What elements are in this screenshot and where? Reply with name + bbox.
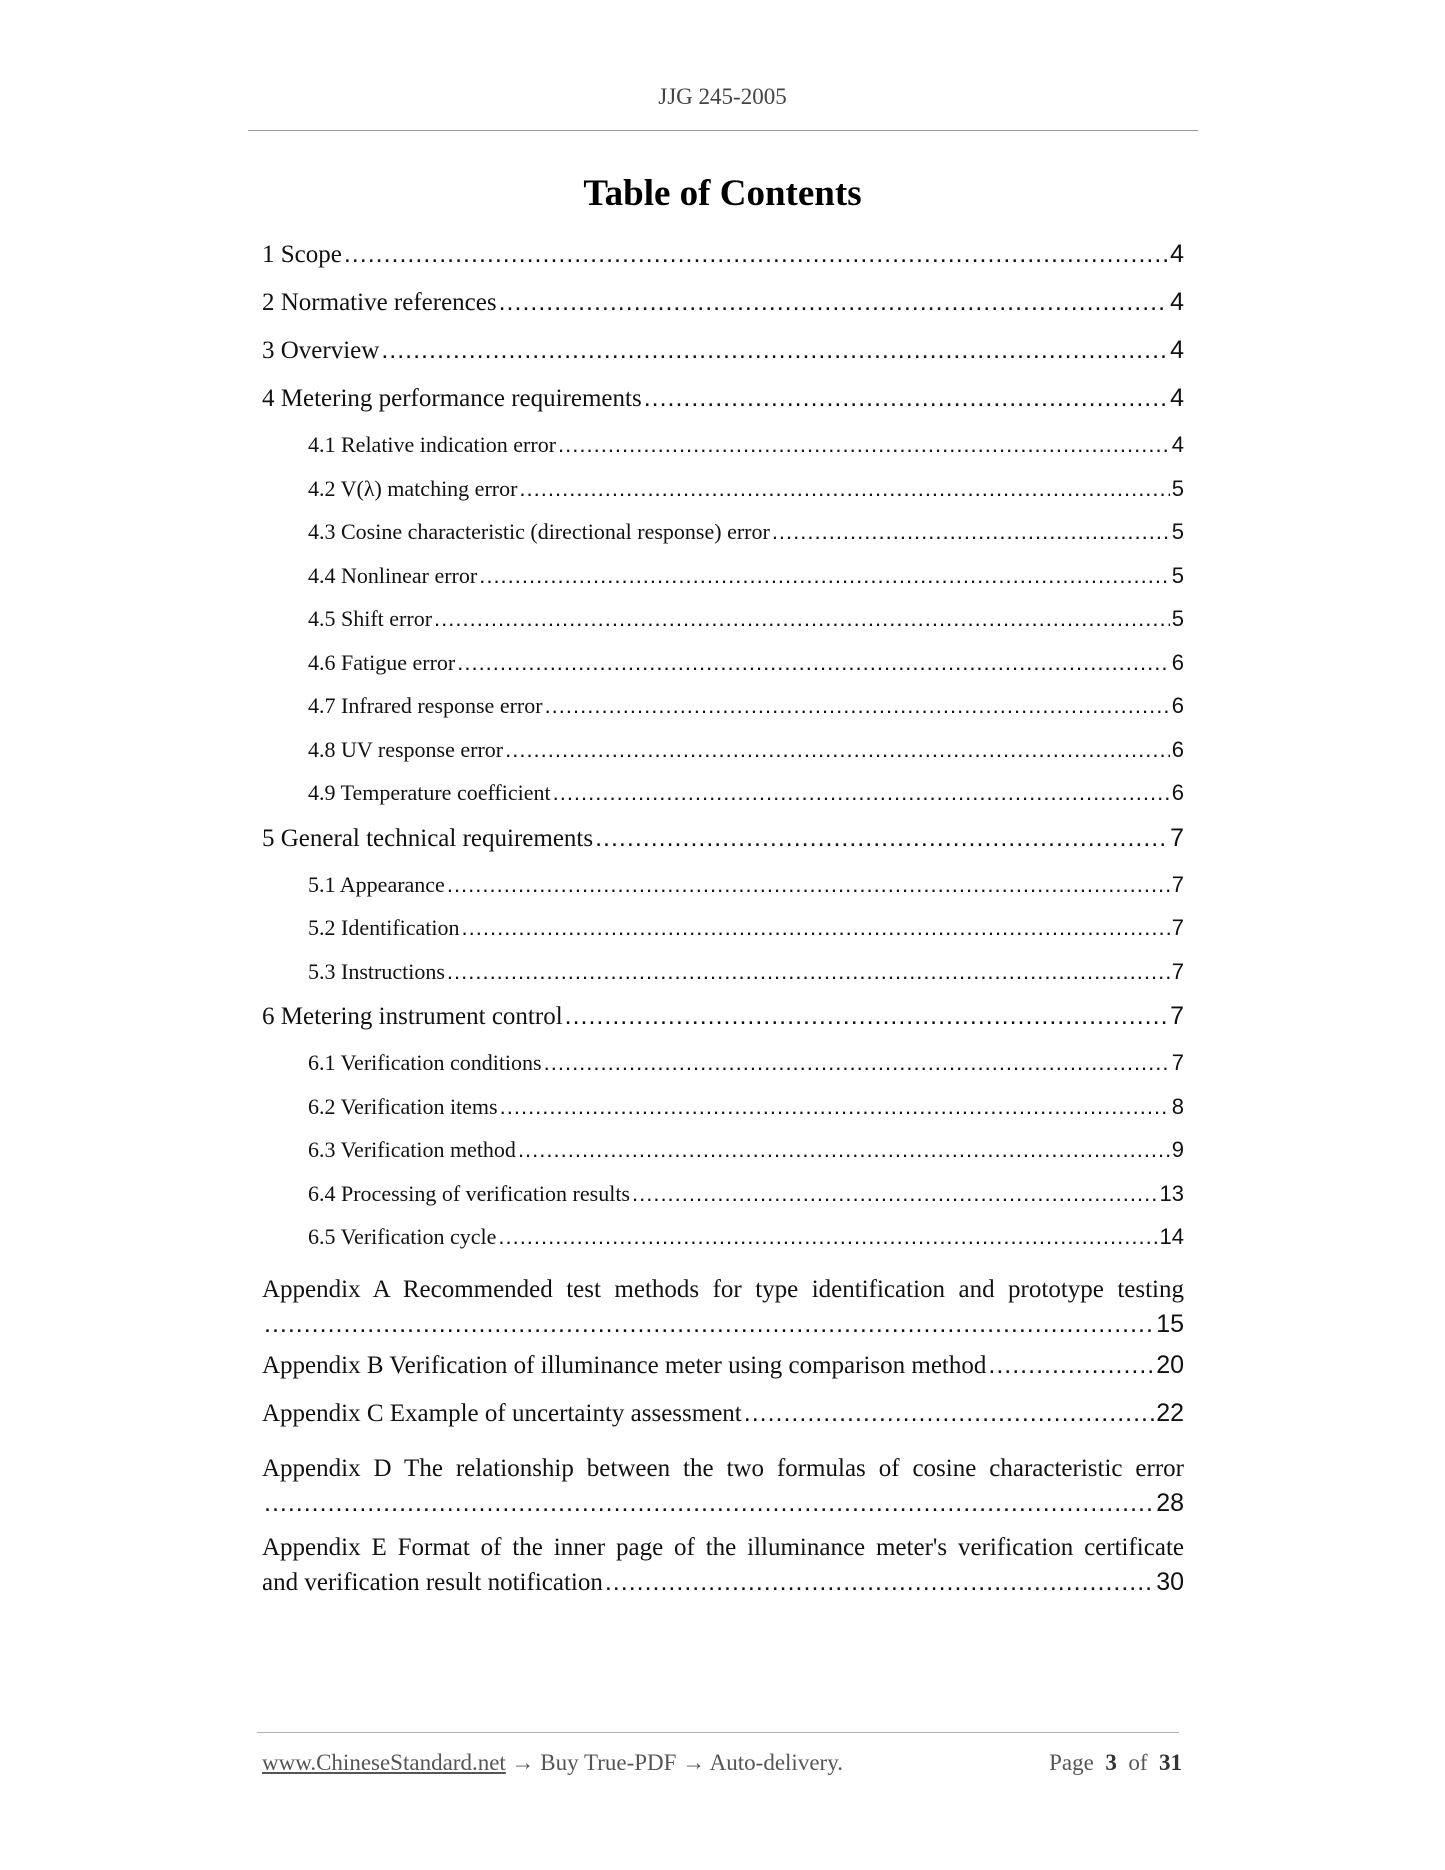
footer-left [262, 1750, 843, 1776]
toc-entry-page: 7 [1171, 871, 1184, 897]
dot-leader [264, 1307, 1154, 1342]
dot-leader [545, 693, 1170, 719]
toc-entry-metering-performance[interactable] [262, 384, 1184, 432]
toc-entry-label: 6.4 Processing of verification results [308, 1180, 630, 1206]
toc-entry-page: 5 [1171, 606, 1184, 631]
dot-leader [447, 959, 1170, 985]
toc-entry-scope[interactable] [262, 240, 1184, 288]
dot-leader [644, 384, 1168, 413]
dot-leader [264, 1486, 1154, 1521]
arrow-right-icon: → [511, 1750, 535, 1775]
dot-leader [434, 606, 1170, 632]
toc-entry-label: 3 Overview [262, 337, 380, 364]
arrow-right-icon: → [682, 1750, 706, 1775]
toc-entry-page: 30 [1156, 1567, 1184, 1596]
page-indicator [1049, 1750, 1182, 1776]
toc-entry-label: Appendix B Verification of illuminance meter using comparison method [262, 1351, 987, 1379]
table-of-contents [262, 240, 1184, 1609]
dot-leader [499, 288, 1168, 317]
toc-entry-appendix-b[interactable] [262, 1351, 1184, 1399]
toc-entry-4-7[interactable] [308, 693, 1184, 737]
toc-entry-label: 5.3 Instructions [308, 958, 445, 984]
toc-entry-page: 7 [1171, 915, 1184, 940]
toc-entry-6-3[interactable] [308, 1137, 1184, 1181]
toc-entry-label: 4.2 V(λ) matching error [308, 475, 518, 501]
toc-entry-5-2[interactable] [308, 915, 1184, 959]
toc-entry-4-5[interactable] [308, 606, 1184, 650]
toc-entry-page: 8 [1171, 1093, 1184, 1119]
toc-title: Table of Contents [583, 173, 862, 214]
toc-entry-page: 13 [1159, 1180, 1184, 1206]
toc-entry-4-4[interactable] [308, 563, 1184, 607]
toc-entry-page: 20 [1156, 1350, 1184, 1379]
dot-leader [344, 240, 1168, 269]
toc-entry-appendix-c[interactable] [262, 1399, 1184, 1447]
toc-entry-page: 6 [1171, 780, 1184, 805]
toc-entry-page: 4 [1170, 336, 1184, 364]
dot-leader [462, 915, 1170, 941]
document-code: JJG 245-2005 [658, 84, 787, 109]
toc-entry-label: 6 Metering instrument control [262, 1003, 563, 1030]
toc-entry-appendix-a[interactable] [262, 1272, 1184, 1342]
toc-entry-6-5[interactable] [308, 1224, 1184, 1268]
toc-entry-label: 4.1 Relative indication error [308, 432, 557, 457]
dot-leader [505, 737, 1170, 763]
toc-entry-page: 7 [1171, 958, 1184, 984]
toc-entry-page: 7 [1170, 1002, 1184, 1030]
toc-entry-page: 7 [1170, 823, 1184, 852]
toc-entry-label: 1 Scope [262, 241, 342, 268]
toc-entry-page: 4 [1170, 288, 1184, 316]
toc-entry-label: 4.7 Infrared response error [308, 693, 543, 718]
toc-entry-4-6[interactable] [308, 650, 1184, 694]
dot-leader [518, 1137, 1170, 1163]
toc-entry-label: 5.2 Identification [308, 915, 460, 940]
toc-entry-metering-instrument-control[interactable] [262, 1002, 1184, 1050]
toc-entry-page: 6 [1171, 693, 1184, 718]
toc-entry-label: 5.1 Appearance [308, 871, 445, 897]
dot-leader [381, 336, 1168, 365]
dot-leader [457, 650, 1170, 676]
dot-leader [595, 824, 1168, 853]
toc-entry-label: 4.9 Temperature coefficient [308, 780, 551, 805]
toc-entry-label: 4.4 Nonlinear error [308, 562, 478, 588]
dot-leader [565, 1002, 1168, 1031]
dot-leader [988, 1351, 1154, 1380]
dot-leader [632, 1181, 1158, 1207]
toc-entry-5-1[interactable] [308, 872, 1184, 916]
header-divider [248, 130, 1198, 131]
toc-entry-6-4[interactable] [308, 1181, 1184, 1225]
toc-entry-label: Appendix C Example of uncertainty assessment [262, 1399, 742, 1427]
toc-entry-page: 5 [1171, 519, 1184, 544]
toc-entry-page: 9 [1171, 1137, 1184, 1162]
toc-entry-4-8[interactable] [308, 737, 1184, 781]
toc-entry-page: 14 [1159, 1224, 1184, 1249]
toc-entry-page: 7 [1171, 1050, 1184, 1075]
dot-leader [544, 1050, 1170, 1076]
page-label: Page [1049, 1750, 1094, 1775]
toc-entry-4-9[interactable] [308, 780, 1184, 824]
buy-pdf-text: Buy True-PDF [540, 1750, 677, 1775]
footer-divider [257, 1732, 1179, 1733]
toc-entry-label: 4.5 Shift error [308, 606, 433, 631]
dot-leader [498, 1224, 1157, 1250]
toc-entry-label: 6.2 Verification items [308, 1093, 498, 1119]
toc-entry-appendix-d[interactable] [262, 1451, 1184, 1521]
page-footer [262, 1750, 1182, 1776]
of-label: of [1128, 1750, 1148, 1775]
toc-entry-general-technical[interactable] [262, 824, 1184, 872]
toc-entry-4-2[interactable] [308, 476, 1184, 520]
toc-entry-label: 5 General technical requirements [262, 824, 594, 852]
toc-entry-label: 6.1 Verification conditions [308, 1050, 542, 1075]
dot-leader [447, 872, 1170, 898]
toc-entry-label: Appendix D The relationship between the two formulas of cosine characteristic error [262, 1454, 1184, 1482]
toc-entry-page: 5 [1171, 475, 1184, 501]
toc-entry-page: 5 [1171, 562, 1184, 588]
toc-entry-label: 4.8 UV response error [308, 736, 504, 762]
dot-leader [772, 519, 1170, 545]
toc-entry-label: 4.3 Cosine characteristic (directional response) error [308, 519, 770, 544]
toc-entry-page: 6 [1171, 649, 1184, 675]
page-total: 31 [1159, 1750, 1182, 1775]
dot-leader [479, 563, 1170, 589]
toc-entry-4-3[interactable] [308, 519, 1184, 563]
toc-entry-5-3[interactable] [308, 959, 1184, 1003]
dot-leader [744, 1399, 1154, 1428]
auto-delivery-text: Auto-delivery. [709, 1750, 843, 1775]
toc-entry-label: 4.6 Fatigue error [308, 649, 456, 675]
toc-entry-label: 6.5 Verification cycle [308, 1224, 497, 1249]
toc-entry-page: 28 [1156, 1488, 1184, 1517]
toc-entry-label: Appendix E Format of the inner page of the illuminance meter's verification certificate [262, 1533, 1184, 1561]
dot-leader [605, 1565, 1154, 1600]
toc-entry-label-continued: and verification result notification [262, 1568, 603, 1596]
toc-entry-label: 6.3 Verification method [308, 1137, 516, 1162]
toc-entry-label: 2 Normative references [262, 289, 497, 316]
toc-entry-page: 4 [1170, 384, 1184, 412]
page-current: 3 [1105, 1750, 1117, 1775]
toc-entry-label: 4 Metering performance requirements [262, 385, 642, 412]
website-link[interactable]: www.ChineseStandard.net [262, 1750, 506, 1775]
dot-leader [553, 780, 1170, 806]
toc-entry-overview[interactable] [262, 336, 1184, 384]
toc-entry-6-1[interactable] [308, 1050, 1184, 1094]
toc-entry-label: Appendix A Recommended test methods for type identification and prototype testing [262, 1275, 1184, 1303]
toc-entry-page: 15 [1156, 1309, 1184, 1338]
toc-entry-normative-references[interactable] [262, 288, 1184, 336]
toc-entry-4-1[interactable] [308, 432, 1184, 476]
toc-entry-page: 4 [1170, 240, 1184, 268]
toc-entry-page: 22 [1156, 1398, 1184, 1427]
toc-entry-appendix-e[interactable] [262, 1530, 1184, 1600]
dot-leader [519, 476, 1169, 502]
toc-entry-page: 6 [1171, 736, 1184, 762]
toc-entry-6-2[interactable] [308, 1094, 1184, 1138]
dot-leader [500, 1094, 1170, 1120]
toc-entry-page: 4 [1171, 432, 1184, 457]
dot-leader [558, 432, 1170, 458]
